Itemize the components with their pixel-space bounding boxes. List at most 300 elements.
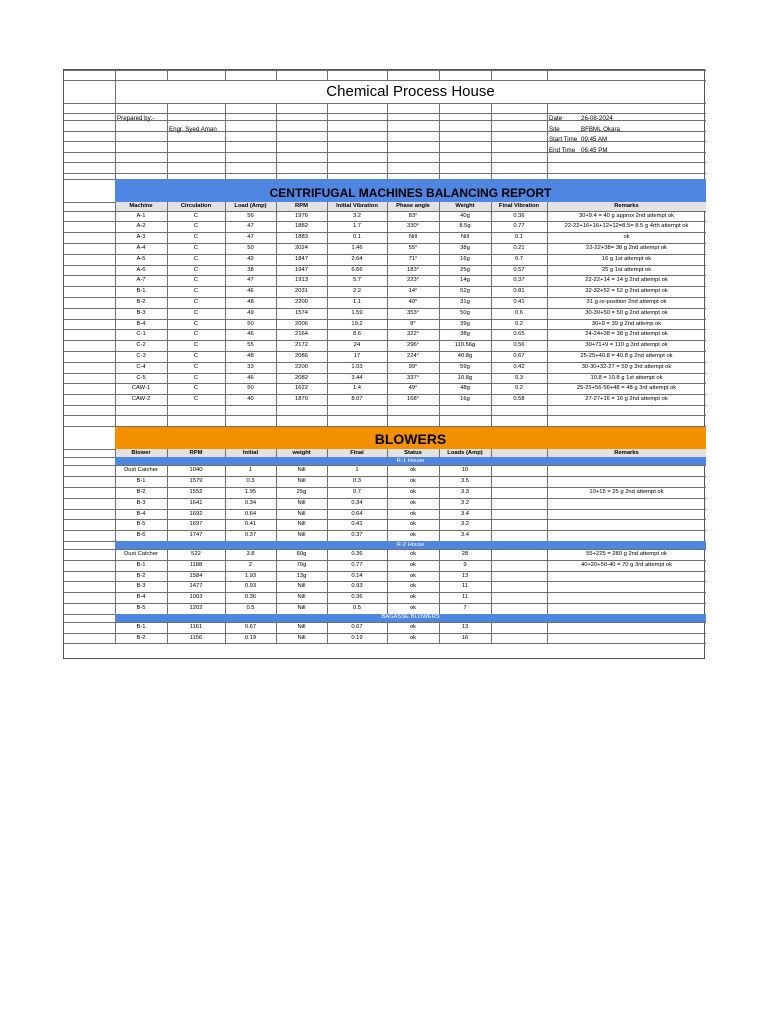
table-cell: 1574	[295, 309, 308, 316]
table-cell: 32-32+52 = 52 g 2nd attempt ok	[585, 288, 668, 295]
table-cell: CAW-2	[131, 396, 151, 403]
table-cell: 1161	[189, 623, 203, 630]
grid-line	[439, 465, 440, 476]
page-title: Chemical Process House	[326, 83, 495, 100]
grid-line	[276, 465, 277, 476]
grid-line	[64, 633, 706, 634]
grid-line	[115, 103, 116, 179]
table-cell: 49°	[408, 385, 418, 392]
grid-line	[115, 202, 116, 405]
table-cell: 5.7	[352, 277, 362, 284]
grid-line	[115, 405, 116, 426]
grid-line	[115, 476, 116, 487]
grid-line	[167, 509, 168, 520]
table-cell: 30-30+32-27 = 59 g 3rd attempt ok	[581, 363, 672, 370]
table-cell: C	[193, 234, 199, 241]
meta-label: End Time	[549, 146, 576, 154]
table-cell: 16 g 1st attempt ok	[601, 255, 652, 262]
grid-line	[276, 622, 277, 633]
table-cell: 16g	[460, 255, 470, 262]
table-cell: 0.36	[513, 212, 525, 219]
table-cell: 0.36	[244, 594, 257, 601]
grid-line	[167, 70, 168, 80]
grid-line	[167, 581, 168, 592]
grid-line	[547, 465, 548, 476]
table-cell: 0.77	[513, 223, 525, 230]
table-cell: 0.65	[513, 331, 525, 338]
table-cell: 14°	[408, 288, 418, 295]
grid-line	[327, 549, 328, 560]
grid-line	[387, 592, 388, 603]
table-cell: 0.6	[514, 309, 524, 316]
column-header: Final Vibration	[498, 203, 540, 210]
table-cell: ok	[409, 499, 417, 506]
table-cell: 30+9 = 39 g 2nd attemp ok	[591, 320, 662, 327]
table-cell: 50	[247, 244, 254, 251]
table-cell: 27-27+16 = 16 g 2nd attempt ok	[585, 396, 668, 403]
grid-line	[115, 581, 116, 592]
table-cell: ok	[623, 234, 630, 241]
table-cell: B-1	[136, 561, 146, 568]
grid-line	[64, 265, 706, 266]
meta-label: Date	[549, 115, 563, 122]
grid-line	[439, 476, 440, 487]
table-cell: C	[193, 385, 199, 392]
grid-line	[225, 592, 226, 603]
table-cell: 2.2	[352, 288, 362, 295]
grid-line	[115, 498, 116, 509]
table-cell: Dust Catcher	[124, 551, 158, 557]
table-cell: 8.5g	[459, 223, 471, 230]
grid-line	[491, 509, 492, 520]
grid-line	[387, 70, 388, 80]
table-cell: 0.1	[352, 234, 362, 241]
table-cell: B-1	[136, 288, 146, 295]
section-label: R-1 House	[396, 458, 425, 464]
grid-line	[547, 449, 548, 458]
table-cell: 0.2	[514, 320, 524, 327]
grid-line	[439, 581, 440, 592]
column-header: Remarks	[614, 203, 639, 210]
grid-line	[225, 571, 226, 582]
table-cell: 25-25+40.8 = 40.8 g 2nd attempt ok	[580, 352, 673, 359]
table-cell: 0.64	[351, 510, 363, 517]
grid-line	[387, 103, 388, 179]
grid-line	[64, 275, 706, 276]
table-cell: 3.2	[460, 499, 470, 506]
grid-line	[64, 80, 706, 81]
table-cell: 1202	[189, 605, 203, 611]
table-cell: 16	[461, 634, 469, 641]
grid-line	[225, 405, 226, 426]
table-cell: 3.4	[460, 532, 470, 539]
grid-line	[167, 560, 168, 571]
table-cell: ok	[409, 551, 417, 557]
grid-line	[64, 373, 706, 374]
table-cell: 183°	[407, 266, 419, 273]
grid-line	[387, 560, 388, 571]
table-cell: Nill	[297, 605, 306, 611]
grid-line	[64, 70, 706, 71]
grid-line	[64, 465, 706, 466]
spreadsheet-sheet	[63, 69, 705, 659]
table-cell: C	[193, 223, 199, 230]
table-cell: 38	[247, 266, 254, 273]
grid-line	[387, 633, 388, 644]
table-cell: 223°	[407, 277, 419, 284]
centrifugal-report-heading: CENTRIFUGAL MACHINES BALANCING REPORT	[269, 186, 552, 200]
column-header: Remarks	[614, 450, 639, 457]
grid-line	[64, 152, 706, 153]
table-cell: C-2	[136, 342, 146, 349]
grid-line	[64, 221, 706, 222]
grid-line	[327, 405, 328, 426]
table-cell: 55+225 = 280 g 2nd attempt ok	[586, 551, 667, 557]
table-cell: A-7	[136, 277, 146, 284]
grid-line	[64, 173, 706, 174]
table-cell: 2172	[295, 342, 308, 349]
grid-line	[64, 603, 706, 604]
table-cell: 0.3	[246, 478, 255, 485]
column-header: RPM	[189, 450, 203, 457]
column-header: Load (Amp)	[234, 203, 267, 210]
grid-line	[327, 581, 328, 592]
grid-line	[64, 383, 706, 384]
table-cell: Nill	[297, 467, 306, 474]
column-header: Initial	[242, 450, 259, 457]
grid-line	[276, 560, 277, 571]
grid-line	[439, 70, 440, 80]
table-cell: 13	[461, 623, 469, 630]
grid-line	[276, 103, 277, 179]
table-cell: 25g	[296, 489, 307, 495]
column-header: Initial Vibration	[336, 203, 378, 210]
grid-line	[547, 633, 548, 644]
table-cell: 3.2	[460, 521, 470, 528]
grid-line	[276, 449, 277, 458]
grid-line	[327, 633, 328, 644]
grid-line	[167, 487, 168, 498]
table-cell: 22-22+16+16+12+12=8.5= 8.5 g 4rth attempt ok	[564, 223, 689, 230]
grid-line	[439, 202, 440, 405]
grid-line	[491, 633, 492, 644]
table-cell: 1.95	[244, 489, 257, 495]
grid-line	[547, 476, 548, 487]
prepared-by-name: Engr. Syed Aman	[169, 126, 217, 133]
grid-line	[276, 476, 277, 487]
grid-line	[439, 509, 440, 520]
grid-line	[225, 70, 226, 80]
table-cell: Nill	[297, 521, 306, 528]
meta-value: 06:45 PM	[581, 146, 608, 154]
table-cell: 0.41	[244, 521, 257, 528]
table-cell: 22-22+38= 38 g 2nd attempt ok	[586, 244, 667, 251]
table-cell: 0.67	[513, 352, 525, 359]
table-cell: 1584	[189, 572, 203, 579]
table-cell: 31g	[460, 298, 470, 305]
table-cell: 0.19	[244, 634, 257, 641]
grid-line	[64, 319, 706, 320]
table-cell: 1579	[189, 478, 203, 485]
table-cell: 56	[247, 212, 254, 219]
grid-line	[547, 487, 548, 498]
meta-value: 26-08-2024	[581, 115, 613, 122]
table-cell: 19.2	[351, 320, 363, 327]
grid-line	[491, 498, 492, 509]
table-cell: Nill	[297, 532, 306, 539]
grid-line	[167, 633, 168, 644]
table-cell: 46	[247, 288, 254, 295]
table-cell: 40g	[460, 212, 470, 219]
grid-line	[547, 603, 548, 614]
grid-line	[225, 603, 226, 614]
grid-line	[115, 549, 116, 560]
grid-line	[64, 243, 706, 244]
table-cell: 0.2	[514, 385, 524, 392]
table-cell: 0.42	[513, 363, 525, 370]
meta-value: BFBML Okara	[581, 125, 620, 133]
table-cell: 0.81	[513, 288, 525, 295]
table-cell: ok	[409, 605, 417, 611]
grid-line	[439, 449, 440, 458]
grid-line	[327, 465, 328, 476]
table-cell: 46	[247, 374, 254, 381]
grid-line	[491, 103, 492, 179]
table-cell: 8°	[410, 320, 416, 327]
table-cell: 13	[461, 572, 469, 579]
grid-line	[491, 530, 492, 541]
grid-line	[387, 202, 388, 405]
grid-line	[64, 340, 706, 341]
table-cell: 2200	[295, 298, 308, 305]
grid-line	[64, 581, 706, 582]
table-cell: 330°	[407, 223, 419, 230]
grid-line	[115, 70, 116, 80]
table-cell: 55°	[408, 244, 418, 251]
grid-line	[64, 476, 706, 477]
table-cell: B-2	[136, 634, 146, 641]
table-cell: 42	[247, 255, 254, 262]
grid-line	[64, 113, 706, 114]
table-cell: 0.34	[351, 499, 363, 506]
table-cell: Nill	[408, 234, 418, 241]
table-cell: 2024	[295, 244, 308, 251]
table-cell: 48	[247, 352, 254, 359]
table-cell: 30+71+9 = 110 g 3rd attempt ok	[585, 342, 668, 349]
grid-line	[491, 603, 492, 614]
table-cell: Nill	[297, 478, 306, 485]
grid-line	[547, 530, 548, 541]
grid-line	[439, 405, 440, 426]
grid-line	[439, 549, 440, 560]
grid-line	[547, 592, 548, 603]
grid-line	[491, 202, 492, 405]
grid-line	[387, 498, 388, 509]
section-label: R-2 House	[396, 541, 425, 548]
table-cell: 0.67	[244, 623, 257, 630]
grid-line	[64, 232, 706, 233]
table-cell: 13g	[296, 572, 307, 579]
table-cell: 40.8g	[457, 352, 473, 359]
grid-line	[491, 519, 492, 530]
grid-line	[64, 308, 706, 309]
grid-line	[225, 487, 226, 498]
table-cell: 1156	[189, 634, 203, 641]
grid-line	[64, 498, 706, 499]
grid-line	[387, 476, 388, 487]
table-cell: 1697	[189, 521, 203, 528]
table-cell: 3.4	[460, 510, 470, 517]
grid-line	[276, 519, 277, 530]
grid-line	[491, 549, 492, 560]
grid-line	[276, 549, 277, 560]
grid-line	[491, 449, 492, 458]
grid-line	[167, 476, 168, 487]
grid-line	[439, 487, 440, 498]
table-cell: 0.58	[513, 396, 525, 403]
grid-line	[115, 622, 116, 633]
grid-line	[115, 530, 116, 541]
grid-line	[327, 592, 328, 603]
grid-line	[225, 449, 226, 458]
table-cell: 71°	[408, 255, 418, 262]
grid-line	[276, 70, 277, 80]
grid-line	[64, 297, 706, 298]
table-cell: A-4	[136, 244, 146, 251]
grid-line	[327, 509, 328, 520]
grid-line	[225, 476, 226, 487]
table-cell: 31 g re-position 2nd attempt ok	[586, 298, 667, 305]
table-cell: 24-24+38 = 38 g 2nd attempt ok	[585, 331, 668, 338]
table-cell: 25g	[460, 266, 470, 273]
table-cell: B-4	[136, 510, 146, 517]
table-cell: Nill	[297, 623, 306, 630]
grid-line	[64, 103, 706, 104]
grid-line	[547, 571, 548, 582]
table-cell: C-5	[136, 374, 146, 381]
table-cell: 16g	[460, 396, 470, 403]
column-header: Machine	[129, 203, 153, 210]
grid-line	[387, 519, 388, 530]
table-cell: 38g	[460, 244, 470, 251]
table-cell: 1.03	[351, 363, 363, 370]
grid-line	[327, 103, 328, 179]
table-cell: ok	[409, 572, 417, 579]
table-cell: CAW-1	[131, 385, 151, 392]
grid-line	[491, 571, 492, 582]
table-cell: 0.77	[351, 561, 363, 568]
table-cell: 0.21	[513, 244, 525, 251]
table-cell: 50	[247, 320, 254, 327]
grid-line	[547, 549, 548, 560]
table-cell: 10.8g	[457, 374, 473, 381]
table-cell: 3.44	[351, 374, 363, 381]
table-cell: C	[193, 363, 199, 370]
grid-line	[115, 633, 116, 644]
table-cell: 0.64	[244, 510, 257, 517]
grid-line	[327, 449, 328, 458]
grid-line	[491, 487, 492, 498]
table-cell: 0.41	[351, 521, 363, 528]
table-cell: C	[193, 277, 199, 284]
table-cell: ok	[409, 467, 417, 474]
grid-line	[115, 592, 116, 603]
grid-line	[439, 571, 440, 582]
grid-line	[64, 519, 706, 520]
grid-line	[276, 633, 277, 644]
table-cell: 2006	[295, 320, 308, 327]
table-cell: 1.7	[352, 223, 362, 230]
table-cell: 1870	[295, 396, 308, 403]
table-cell: 8.07	[351, 396, 363, 403]
grid-line	[64, 211, 706, 212]
grid-line	[167, 405, 168, 426]
table-cell: B-5	[136, 521, 146, 528]
table-cell: 33	[247, 363, 254, 370]
grid-line	[387, 405, 388, 426]
column-header: RPM	[295, 203, 308, 210]
table-cell: 28	[461, 551, 469, 557]
table-cell: 1976	[295, 212, 308, 219]
table-cell: B-1	[136, 478, 146, 485]
grid-line	[115, 449, 116, 458]
table-cell: C	[193, 352, 199, 359]
grid-line	[387, 530, 388, 541]
table-cell: 30-30+50 = 50 g 2nd attempt ok	[585, 309, 668, 316]
table-cell: 3.5	[460, 478, 470, 485]
table-cell: C	[193, 342, 199, 349]
table-cell: C	[193, 212, 199, 219]
grid-line	[167, 571, 168, 582]
grid-line	[276, 498, 277, 509]
grid-line	[115, 560, 116, 571]
grid-line	[64, 362, 706, 363]
table-cell: A-3	[136, 234, 146, 241]
table-cell: 110.56g	[454, 342, 476, 349]
table-cell: C	[193, 374, 199, 381]
table-cell: C	[193, 255, 199, 262]
table-cell: 0.41	[513, 298, 525, 305]
grid-line	[64, 351, 706, 352]
grid-line	[64, 162, 706, 163]
table-cell: 7	[463, 605, 467, 611]
grid-line	[276, 487, 277, 498]
grid-line	[491, 581, 492, 592]
grid-line	[491, 560, 492, 571]
grid-line	[387, 581, 388, 592]
grid-line	[225, 519, 226, 530]
table-cell: 22-22+14 = 14 g 2nd attempt ok	[585, 277, 668, 284]
table-cell: 55	[247, 342, 254, 349]
table-cell: 0.14	[351, 572, 363, 579]
grid-line	[547, 622, 548, 633]
table-cell: 0.7	[514, 255, 524, 262]
table-cell: 1747	[189, 532, 203, 539]
grid-line	[327, 498, 328, 509]
grid-line	[327, 622, 328, 633]
table-cell: B-5	[136, 605, 146, 611]
table-cell: Nill	[297, 510, 306, 517]
table-cell: 1.4	[352, 385, 362, 392]
table-cell: B-3	[136, 309, 146, 316]
table-cell: 0.1	[514, 234, 524, 241]
grid-line	[439, 103, 440, 179]
table-cell: 1003	[189, 594, 203, 601]
column-header: weight	[292, 450, 311, 457]
grid-line	[64, 329, 706, 330]
table-cell: 1883	[295, 234, 308, 241]
grid-line	[167, 449, 168, 458]
